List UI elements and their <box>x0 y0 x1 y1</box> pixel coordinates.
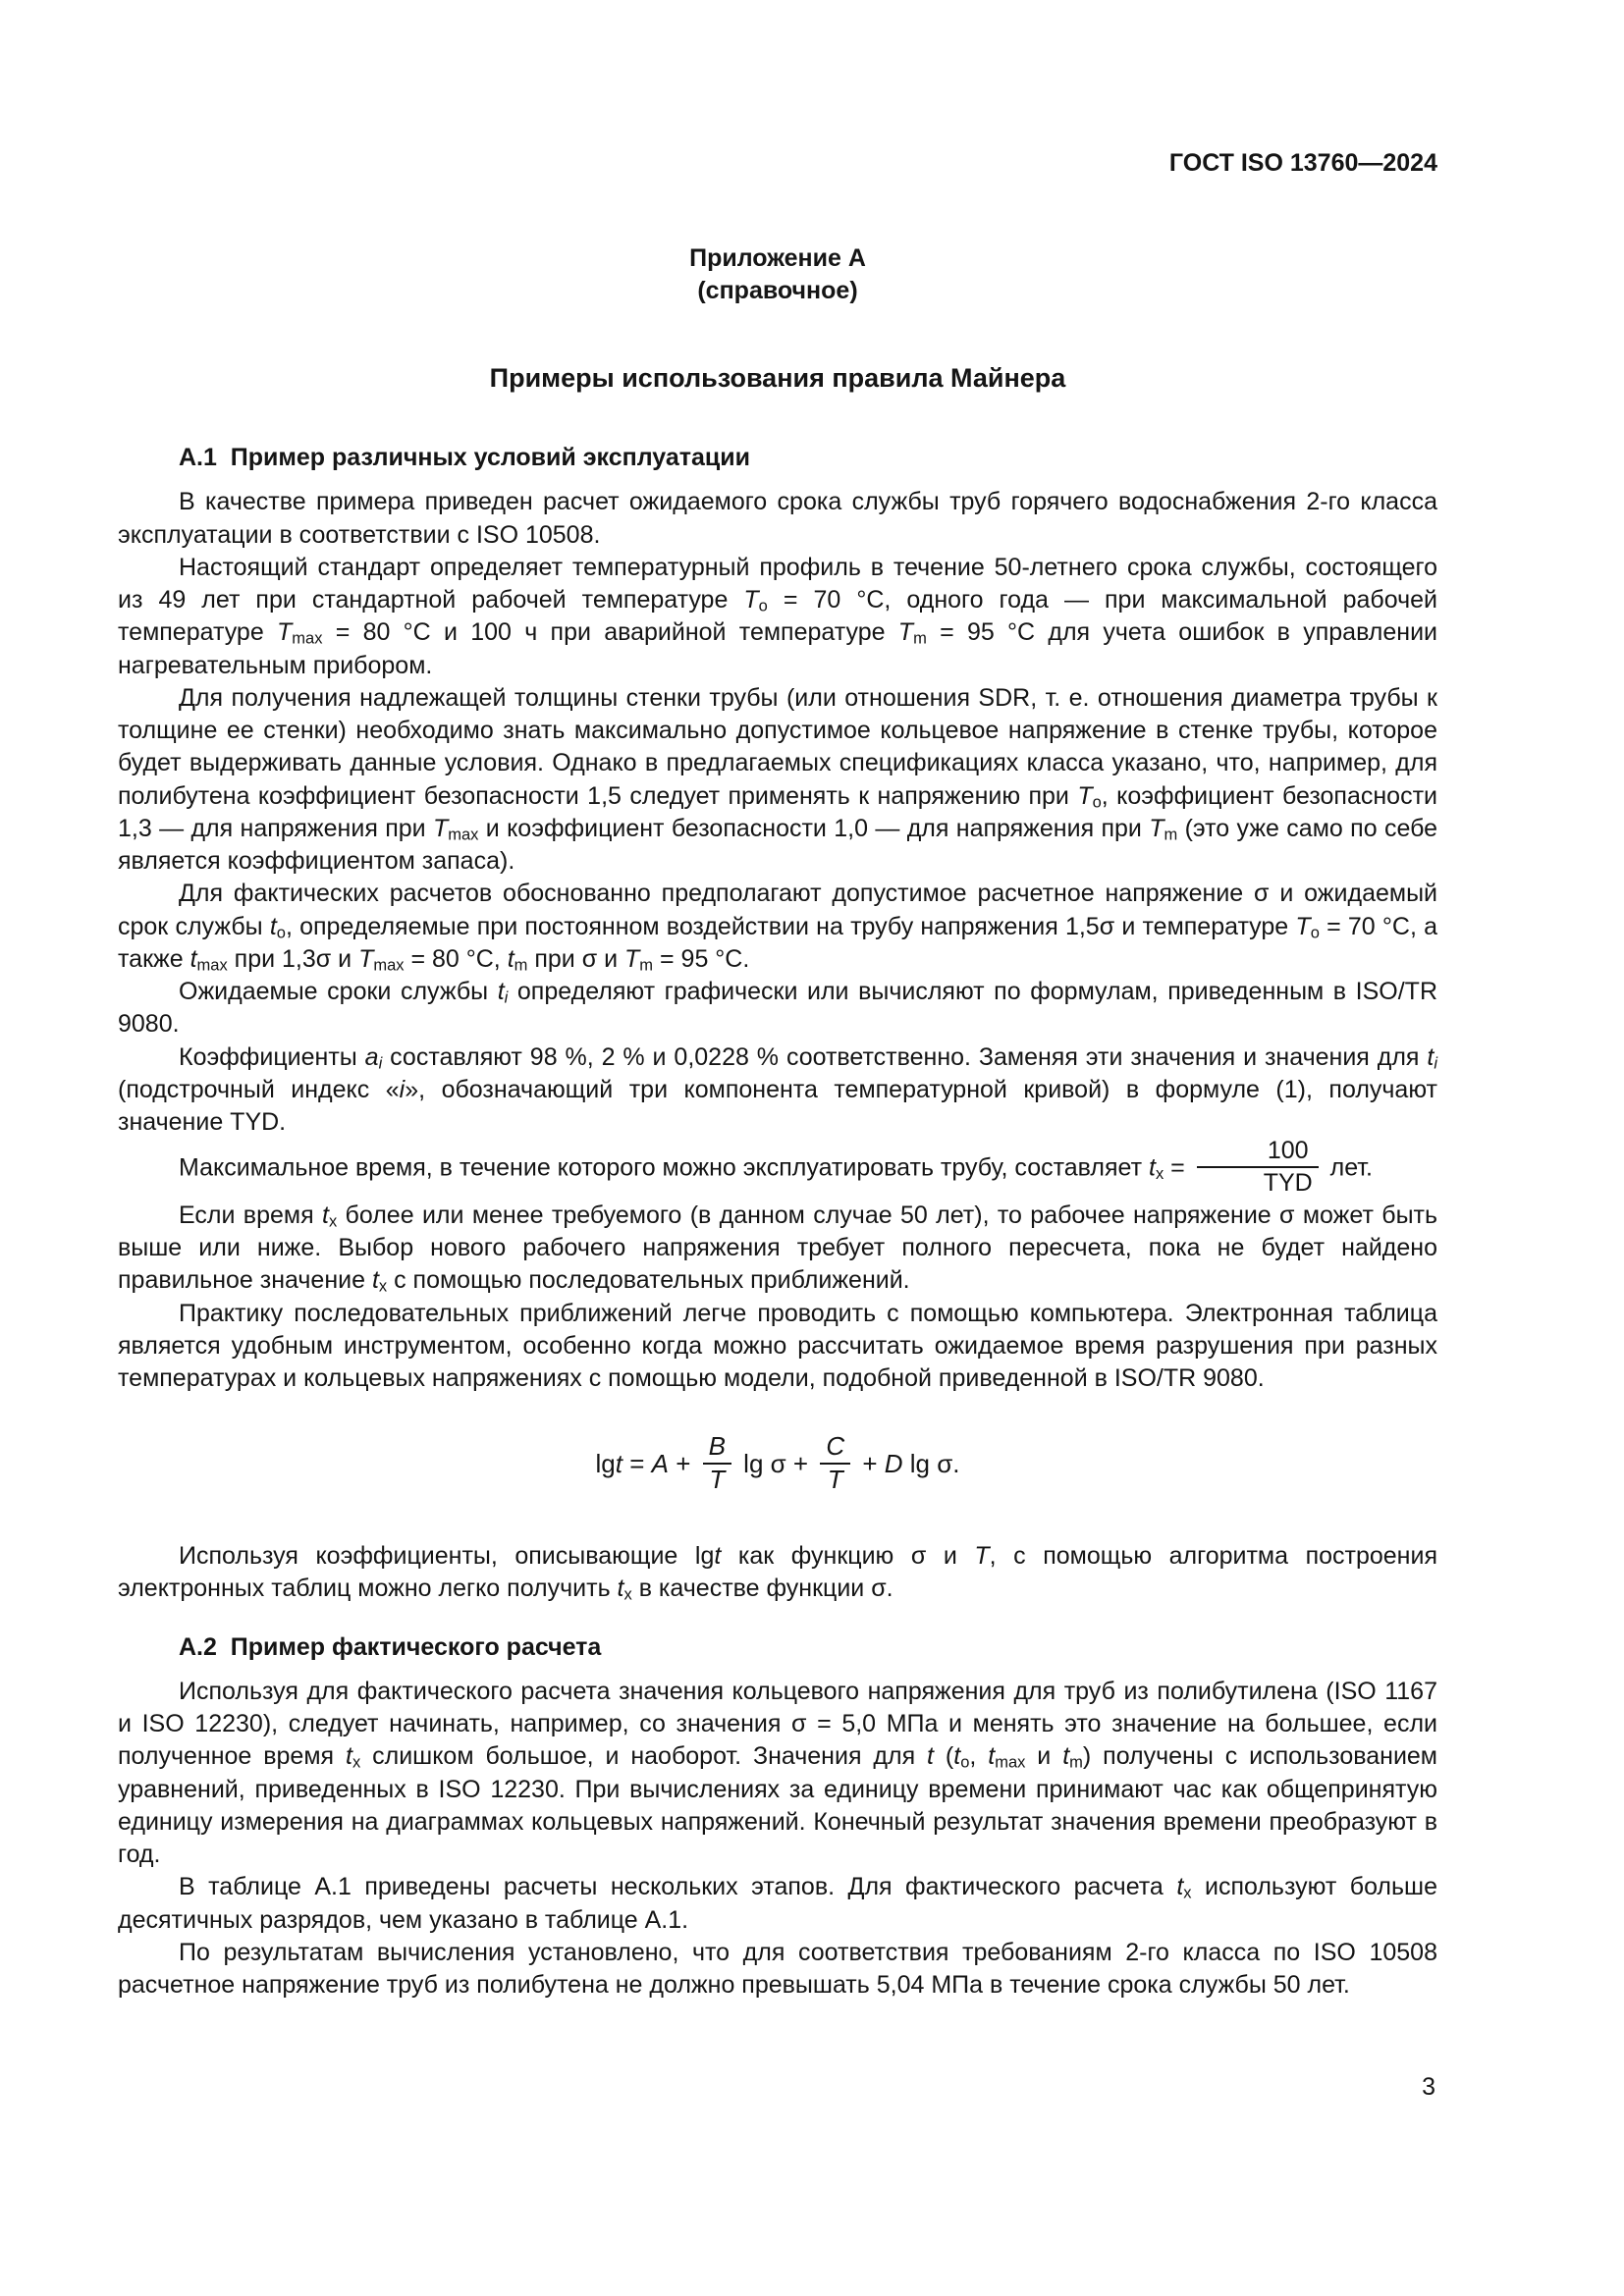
document-code: ГОСТ ISO 13760—2024 <box>1168 149 1437 177</box>
text-run: , <box>969 1742 989 1771</box>
subscript: m <box>514 956 528 975</box>
paragraph <box>118 1200 1437 1298</box>
text-run: , с помощью алгоритма построения электронных таблиц можно легко получить <box>118 1542 1437 1603</box>
variable: t <box>269 912 277 940</box>
variable: t <box>189 944 197 973</box>
text-run: Используя для фактического расчета значения кольцевого напряжения для труб из полибутилена (ISO 1167 и ISO 12230), следует начинать, например, со значения σ = 5,0 МПа и менять это значение на большее, если полученное время <box>118 1677 1437 1771</box>
variable: T <box>1149 814 1164 842</box>
variable: t <box>1149 1153 1156 1182</box>
text-run: Ожидаемые сроки службы <box>179 978 498 1006</box>
text-run: = 80 °С, <box>404 944 508 973</box>
text-run: = 80 °С и 100 ч при аварийной температуре <box>322 618 898 647</box>
document-body <box>118 442 1437 2002</box>
page-number: 3 <box>1422 2073 1435 2101</box>
subscript: x <box>1155 1165 1164 1184</box>
text-run: при σ и <box>527 944 625 973</box>
variable: T <box>1077 781 1093 810</box>
variable: t <box>1427 1042 1435 1071</box>
text-run: », обозначающий три компонента температурной кривой) в формуле (1), получают значение TYD. <box>118 1075 1437 1137</box>
variable: t <box>714 1542 722 1571</box>
subscript: max <box>292 630 323 649</box>
variable: T <box>358 944 374 973</box>
text-run: В таблице А.1 приведены расчеты нескольких этапов. Для фактического расчета <box>179 1873 1177 1901</box>
text-run: = <box>1164 1153 1192 1182</box>
text-run: А.1 Пример различных условий эксплуатации <box>179 444 750 472</box>
text-run: Для получения надлежащей толщины стенки трубы (или отношения SDR, т. е. отношения диаметра трубы к толщине ее стенки) необходимо знать максимально допустимое кольцевое напряжение в стенке трубы, которое будет выдерживать данные условия. Однако в предлагаемых спецификациях класса указано, что, например, для полибутена коэффициент безопасности 1,5 следует применять к напряжению при <box>118 683 1437 810</box>
subscript: max <box>196 956 228 975</box>
text-run: Практику последовательных приближений легче проводить с помощью компьютера. Электронная таблица является удобным инструментом, особенно когда можно рассчитать ожидаемое время разрушения при разных температурах и кольцевых напряжениях с помощью модели, подобной приведенной в ISO/TR 9080. <box>118 1299 1437 1393</box>
text-run: в качестве функции σ. <box>631 1575 893 1603</box>
text-run: = 70 °С, одного года — при максимальной рабочей температуре <box>118 586 1437 647</box>
document-title: Примеры использования правила Майнера <box>489 363 1066 394</box>
variable: T <box>277 618 293 647</box>
variable: D <box>884 1449 903 1479</box>
text-run: + <box>668 1449 698 1479</box>
subscript: x <box>328 1212 338 1231</box>
text-run: Используя коэффициенты, описывающие lg <box>179 1542 715 1571</box>
subscript: max <box>995 1754 1026 1773</box>
text-run: Коэффициенты <box>179 1042 365 1071</box>
text-run: = <box>622 1449 652 1479</box>
text-run: , определяемые при постоянном воздействии на трубу напряжения 1,5σ и температуре <box>285 912 1296 940</box>
subscript: m <box>639 956 654 975</box>
text-run: используют больше десятичных разрядов, чем указано в таблице А.1. <box>118 1873 1437 1934</box>
variable: t <box>927 1742 934 1771</box>
text-run: определяют графически или вычисляют по формулам, приведенным в ISO/TR 9080. <box>118 978 1437 1039</box>
variable: t <box>988 1742 996 1771</box>
text-run: и коэффициент безопасности 1,0 — для напряжения при <box>478 814 1150 842</box>
subscript: m <box>913 630 927 649</box>
text-run: , коэффициент безопасности 1,3 — для напряжения при <box>118 781 1437 842</box>
paragraph <box>118 682 1437 879</box>
text-run: lg σ. <box>902 1449 960 1479</box>
paragraph <box>118 1041 1437 1140</box>
appendix-kind: (справочное) <box>697 276 858 304</box>
text-run: lg <box>595 1449 616 1479</box>
text-run: = 95 °С. <box>653 944 750 973</box>
text-run: как функцию σ и <box>721 1542 975 1571</box>
paragraph <box>118 1937 1437 2002</box>
paragraph <box>118 552 1437 682</box>
variable: t <box>497 978 505 1006</box>
paragraph <box>118 1540 1437 1606</box>
variable: t <box>371 1266 379 1295</box>
subscript: m <box>1164 826 1178 844</box>
variable: i <box>399 1075 406 1103</box>
text-run: ( <box>934 1742 954 1771</box>
text-run: + <box>855 1449 885 1479</box>
variable: a <box>364 1042 379 1071</box>
text-run: и <box>1025 1742 1063 1771</box>
subscript: i <box>504 988 509 1007</box>
text-run: = 70 °С, а также <box>118 912 1438 973</box>
variable: t <box>321 1201 329 1229</box>
text-run: более или менее требуемого (в данном случае 50 лет), то рабочее напряжение σ может быть выше или ниже. Выбор нового рабочего напряжения требует полного пересчета, пока не будет найдено правильное значение <box>118 1201 1438 1295</box>
variable: T <box>432 814 449 842</box>
fraction: $\frac{C}{T}$ <box>820 1432 850 1495</box>
variable: t <box>345 1742 352 1771</box>
text-run: Максимальное время, в течение которого можно эксплуатировать трубу, составляет <box>179 1153 1149 1182</box>
variable: t <box>1062 1742 1070 1771</box>
text-run: А.2 Пример фактического расчета <box>179 1632 602 1661</box>
paragraph <box>118 1298 1437 1396</box>
fraction: $\frac{B}{T}$ <box>703 1432 731 1495</box>
text-run: По результатам вычисления установлено, что для соответствия требованиям 2-го класса по ISO 10508 расчетное напряжение труб из полибутена не должно превышать 5,04 МПа в течение срока службы 50 лет. <box>118 1938 1437 2000</box>
variable: t <box>1176 1873 1184 1901</box>
text-run: слишком большое, и наоборот. Значения для <box>360 1742 928 1771</box>
paragraph <box>118 1139 1437 1200</box>
text-run: = 95 °С для учета ошибок в управлении нагревательным прибором. <box>118 618 1438 679</box>
variable: A <box>651 1449 669 1479</box>
subscript: m <box>1069 1754 1083 1773</box>
paragraph <box>118 976 1437 1041</box>
subscript: x <box>623 1586 632 1605</box>
text-run: Для фактических расчетов обоснованно предполагают допустимое расчетное напряжение σ и ожидаемый срок службы <box>118 880 1437 940</box>
paragraph <box>118 1871 1437 1937</box>
subscript: i <box>378 1054 383 1073</box>
subscript: о <box>758 597 768 615</box>
formula <box>118 1431 1437 1497</box>
variable: t <box>615 1449 623 1479</box>
text-run: составляют 98 %, 2 % и 0,0228 % соответственно. Заменяя эти значения и значения для <box>382 1042 1428 1071</box>
variable: T <box>897 618 914 647</box>
text-run: В качестве примера приведен расчет ожидаемого срока службы труб горячего водоснабжения 2-го класса эксплуатации в соответствии с ISO 10508. <box>118 488 1437 549</box>
text-run: Если время <box>179 1201 322 1229</box>
subscript: max <box>373 956 405 975</box>
section-heading <box>118 1631 1437 1664</box>
fraction: $\frac{100}{\text{TYD}}$ <box>1197 1137 1319 1198</box>
variable: T <box>624 944 640 973</box>
subscript: о <box>1092 793 1102 812</box>
text-run: с помощью последовательных приближений. <box>387 1266 910 1295</box>
subscript: x <box>378 1278 388 1297</box>
text-run: лет. <box>1323 1153 1373 1182</box>
subscript: о <box>1310 924 1320 942</box>
subscript: i <box>1434 1054 1437 1073</box>
variable: t <box>953 1742 961 1771</box>
text-run: (подстрочный индекс « <box>118 1075 400 1103</box>
section-heading <box>118 442 1437 474</box>
text-run: Настоящий стандарт определяет температурный профиль в течение 50-летнего срока службы, состоящего из 49 лет при стандартной рабочей температуре <box>118 553 1437 614</box>
variable: t <box>617 1575 624 1603</box>
text-run: (это уже само по себе является коэффициентом запаса). <box>118 814 1438 876</box>
text-run: при 1,3σ и <box>227 944 359 973</box>
subscript: x <box>352 1754 361 1773</box>
variable: T <box>974 1542 990 1571</box>
text-run: ) получены с использованием уравнений, приведенных в ISO 12230. При вычислениях за единицу времени принимают час как общепринятую единицу измерения на диаграммах кольцевых напряжений. Конечный результат значения времени преобразуют в год. <box>118 1742 1437 1869</box>
subscript: о <box>276 924 286 942</box>
variable: t <box>507 944 514 973</box>
document-content <box>118 147 1437 2002</box>
paragraph <box>118 486 1437 552</box>
text-run: lg σ + <box>735 1449 816 1479</box>
appendix-label: Приложение А <box>689 244 866 273</box>
subscript: x <box>1183 1885 1192 1903</box>
paragraph <box>118 878 1437 976</box>
variable: T <box>1295 912 1311 940</box>
subscript: max <box>448 826 479 844</box>
paragraph <box>118 1676 1437 1872</box>
subscript: о <box>960 1754 970 1773</box>
variable: T <box>743 586 759 614</box>
